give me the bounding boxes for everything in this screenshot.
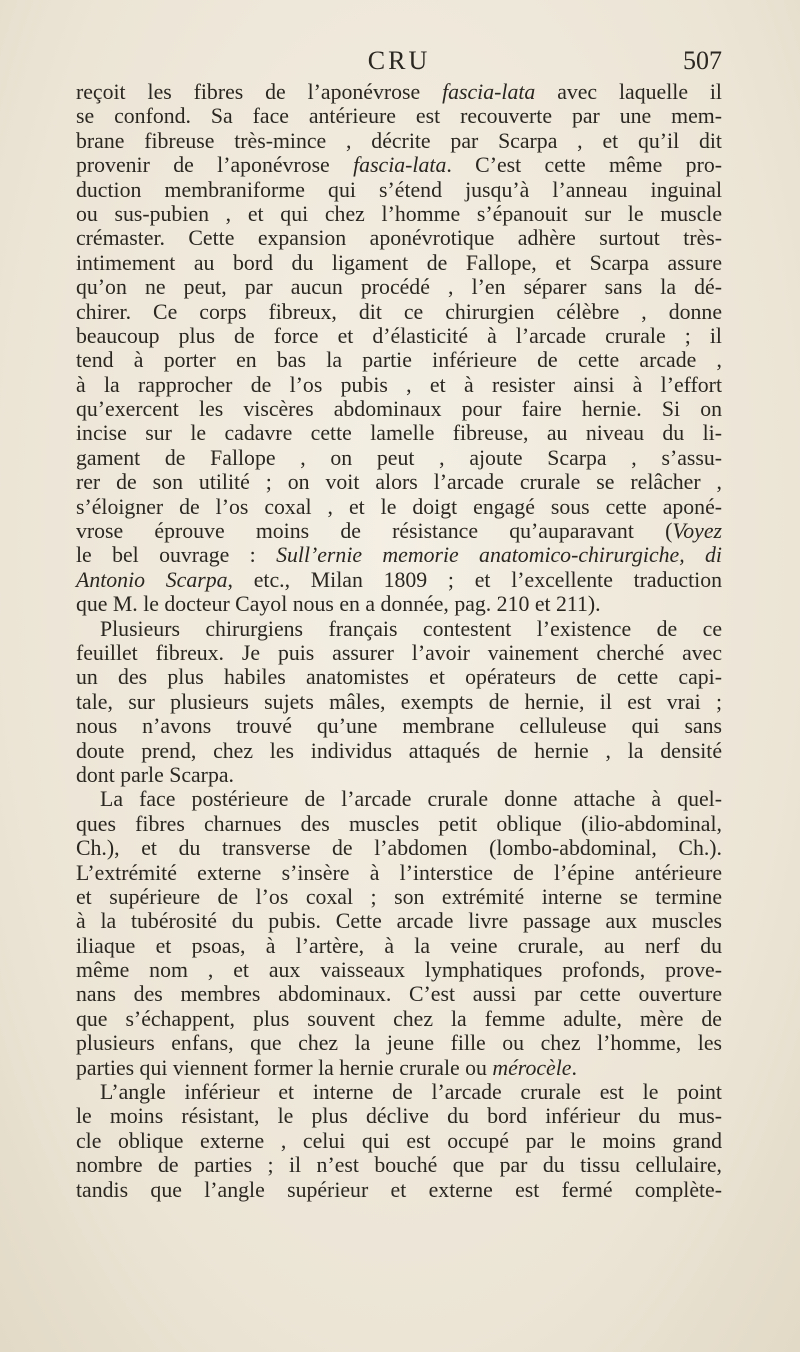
text-line: à la rapprocher de l’os pubis , et à resister ainsi à l’effort [76, 372, 722, 397]
text-line: ou sus-pubien , et qui chez l’homme s’épanouit sur le muscle [76, 201, 722, 226]
text-line: et supérieure de l’os coxal ; son extrémité interne se termine [76, 884, 722, 909]
body-text [76, 80, 722, 1202]
text-line: cle oblique externe , celui qui est occupé par le moins grand [76, 1128, 722, 1153]
text-line: même nom , et aux vaisseaux lymphatiques profonds, prove- [76, 958, 722, 983]
text-line: le bel ouvrage : Sull’ernie memorie anatomico-chirurgiche, di [76, 543, 722, 568]
text-line: Ch.), et du transverse de l’abdomen (lombo-abdominal, Ch.). [76, 836, 722, 861]
text-line: ques fibres charnues des muscles petit oblique (ilio-abdominal, [76, 811, 722, 836]
text-line: tend à porter en bas la partie inférieure de cette arcade , [76, 348, 722, 373]
italic-text: Voyez [672, 519, 722, 544]
text-line: s’éloigner de l’os coxal , et le doigt engagé sous cette aponé- [76, 494, 722, 519]
text-line: iliaque et psoas, à l’artère, à la veine crurale, au nerf du [76, 933, 722, 958]
text-line: que s’échappent, plus souvent chez la femme adulte, mère de [76, 1006, 722, 1031]
running-title: CRU [367, 46, 431, 75]
text-line: à la tubérosité du pubis. Cette arcade livre passage aux muscles [76, 909, 722, 934]
italic-text: mérocèle [492, 1055, 572, 1080]
text-line: L’extrémité externe s’insère à l’interstice de l’épine antérieure [76, 860, 722, 885]
text-line: se confond. Sa face antérieure est recouverte par une mem- [76, 104, 722, 129]
text-line: nous n’avons trouvé qu’une membrane celluleuse qui sans [76, 714, 722, 739]
text-line: dont parle Scarpa. [76, 762, 234, 787]
page-number: 507 [683, 46, 722, 75]
text-line: crémaster. Cette expansion aponévrotique adhère surtout très- [76, 226, 722, 251]
text-line: Antonio Scarpa, etc., Milan 1809 ; et l’excellente traduction [76, 567, 722, 592]
text-line: que M. le docteur Cayol nous en a donnée, pag. 210 et 211). [76, 592, 601, 617]
text-line: nombre de parties ; il n’est bouché que par du tissu cellulaire, [76, 1153, 722, 1178]
text-line: nans des membres abdominaux. C’est aussi par cette ouverture [76, 982, 722, 1007]
text-line: feuillet fibreux. Je puis assurer l’avoir vainement cherché avec [76, 640, 722, 665]
text-line: duction membraniforme qui s’étend jusqu’à l’anneau inguinal [76, 177, 722, 202]
text-line: chirer. Ce corps fibreux, dit ce chirurgien célèbre , donne [76, 299, 722, 324]
text-line: un des plus habiles anatomistes et opérateurs de cette capi- [76, 665, 722, 690]
text-line: doute prend, chez les individus attaqués de hernie , la densité [76, 738, 722, 763]
text-line: reçoit les fibres de l’aponévrose fascia-lata avec laquelle il [76, 80, 722, 104]
text-line: provenir de l’aponévrose fascia-lata. C’est cette même pro- [76, 153, 722, 178]
text-line: brane fibreuse très-mince , décrite par Scarpa , et qu’il dit [76, 128, 722, 153]
text-line: tandis que l’angle supérieur et externe est fermé complète- [76, 1177, 722, 1202]
text-line: L’angle inférieur et interne de l’arcade crurale est le point [100, 1080, 722, 1105]
text-line: qu’on ne peut, par aucun procédé , l’en séparer sans la dé- [76, 275, 722, 300]
text-line: tale, sur plusieurs sujets mâles, exempts de hernie, il est vrai ; [76, 689, 722, 714]
text-line: gament de Fallope , on peut , ajoute Scarpa , s’assu- [76, 445, 722, 470]
text-line: rer de son utilité ; on voit alors l’arcade crurale se relâcher , [76, 470, 722, 495]
text-line: beaucoup plus de force et d’élasticité à l’arcade crurale ; il [76, 323, 722, 348]
text-line: vrose éprouve moins de résistance qu’auparavant (Voyez [76, 519, 722, 544]
text-line: Plusieurs chirurgiens français contestent l’existence de ce [100, 616, 722, 641]
text-line: intimement au bord du ligament de Fallope, et Scarpa assure [76, 250, 722, 275]
italic-text: Sull’ernie memorie anatomico-chirurgiche, di [276, 543, 722, 568]
italic-text: fascia-lata [442, 80, 536, 104]
running-header [76, 44, 722, 84]
text-line: La face postérieure de l’arcade crurale donne attache à quel- [100, 787, 722, 812]
text-line: plusieurs enfans, que chez la jeune fille ou chez l’homme, les [76, 1031, 722, 1056]
italic-text: fascia-lata [353, 153, 447, 178]
text-line: qu’exercent les viscères abdominaux pour faire hernie. Si on [76, 397, 722, 422]
text-line: le moins résistant, le plus déclive du bord inférieur du mus- [76, 1104, 722, 1129]
text-line: incise sur le cadavre cette lamelle fibreuse, au niveau du li- [76, 421, 722, 446]
text-line: parties qui viennent former la hernie crurale ou mérocèle. [76, 1055, 577, 1080]
italic-text: Antonio Scarpa [76, 567, 228, 592]
